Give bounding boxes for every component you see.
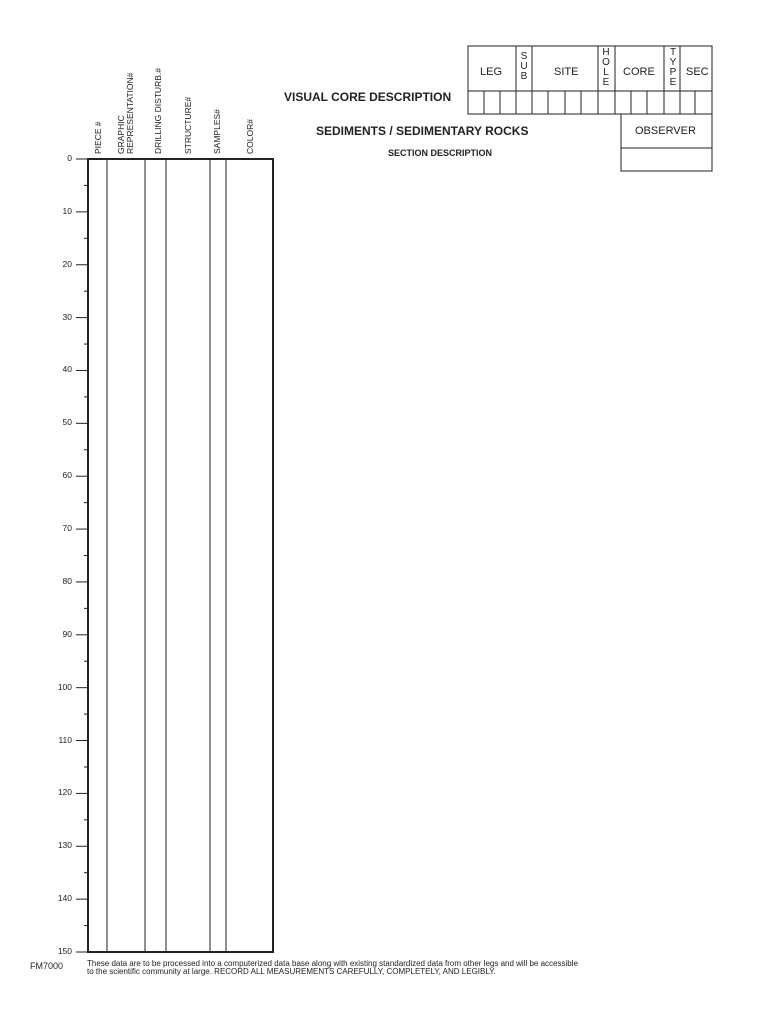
depth-label: 50 bbox=[62, 417, 72, 428]
footnote-line-1: These data are to be processed into a computerized data base along with existing standardized data from other legs and will be accessible bbox=[87, 959, 578, 968]
depth-label: 40 bbox=[62, 364, 72, 375]
type-label: T Y P E bbox=[669, 47, 677, 88]
hole-label: H O L E bbox=[602, 47, 610, 88]
depth-label: 100 bbox=[57, 681, 72, 692]
depth-label: 10 bbox=[62, 205, 72, 216]
depth-label: 60 bbox=[62, 470, 72, 481]
drilling-column-label: DRILLING DISTURB.# bbox=[153, 68, 163, 154]
depth-label: 30 bbox=[62, 311, 72, 322]
core-label: CORE bbox=[623, 66, 655, 78]
depth-label: 0 bbox=[67, 153, 72, 163]
depth-label: 130 bbox=[57, 840, 72, 851]
color-column-label: COLOR# bbox=[245, 119, 255, 154]
depth-label: 120 bbox=[57, 787, 72, 798]
leg-label: LEG bbox=[480, 66, 503, 78]
depth-label: 150 bbox=[57, 946, 72, 956]
sub-label: S U B bbox=[520, 51, 528, 82]
form-title: VISUAL CORE DESCRIPTION bbox=[284, 90, 452, 104]
depth-label: 70 bbox=[62, 523, 72, 534]
graphic-column-label: GRAPHIC REPRESENTATION# bbox=[116, 72, 135, 154]
depth-label: 80 bbox=[62, 575, 72, 586]
depth-label: 110 bbox=[58, 734, 72, 745]
section-description-label: SECTION DESCRIPTION bbox=[388, 148, 493, 158]
piece-column-label: PIECE # bbox=[93, 121, 103, 154]
structure-column-label: STRUCTURE# bbox=[183, 96, 193, 154]
depth-label: 140 bbox=[57, 893, 72, 904]
form-subtitle: SEDIMENTS / SEDIMENTARY ROCKS bbox=[316, 124, 529, 138]
samples-column-label: SAMPLES# bbox=[212, 109, 222, 154]
form-id: FM7000 bbox=[30, 961, 64, 971]
sec-label: SEC bbox=[686, 66, 709, 78]
observer-box bbox=[621, 114, 712, 171]
observer-label: OBSERVER bbox=[635, 125, 696, 137]
depth-label: 20 bbox=[62, 258, 72, 269]
depth-label: 90 bbox=[62, 628, 72, 639]
column-box bbox=[88, 159, 273, 952]
footnote-line-2: to the scientific community at large. RECORD ALL MEASUREMENTS CAREFULLY, COMPLETELY, AND LEGIBLY. bbox=[87, 967, 496, 976]
site-label: SITE bbox=[554, 66, 579, 78]
